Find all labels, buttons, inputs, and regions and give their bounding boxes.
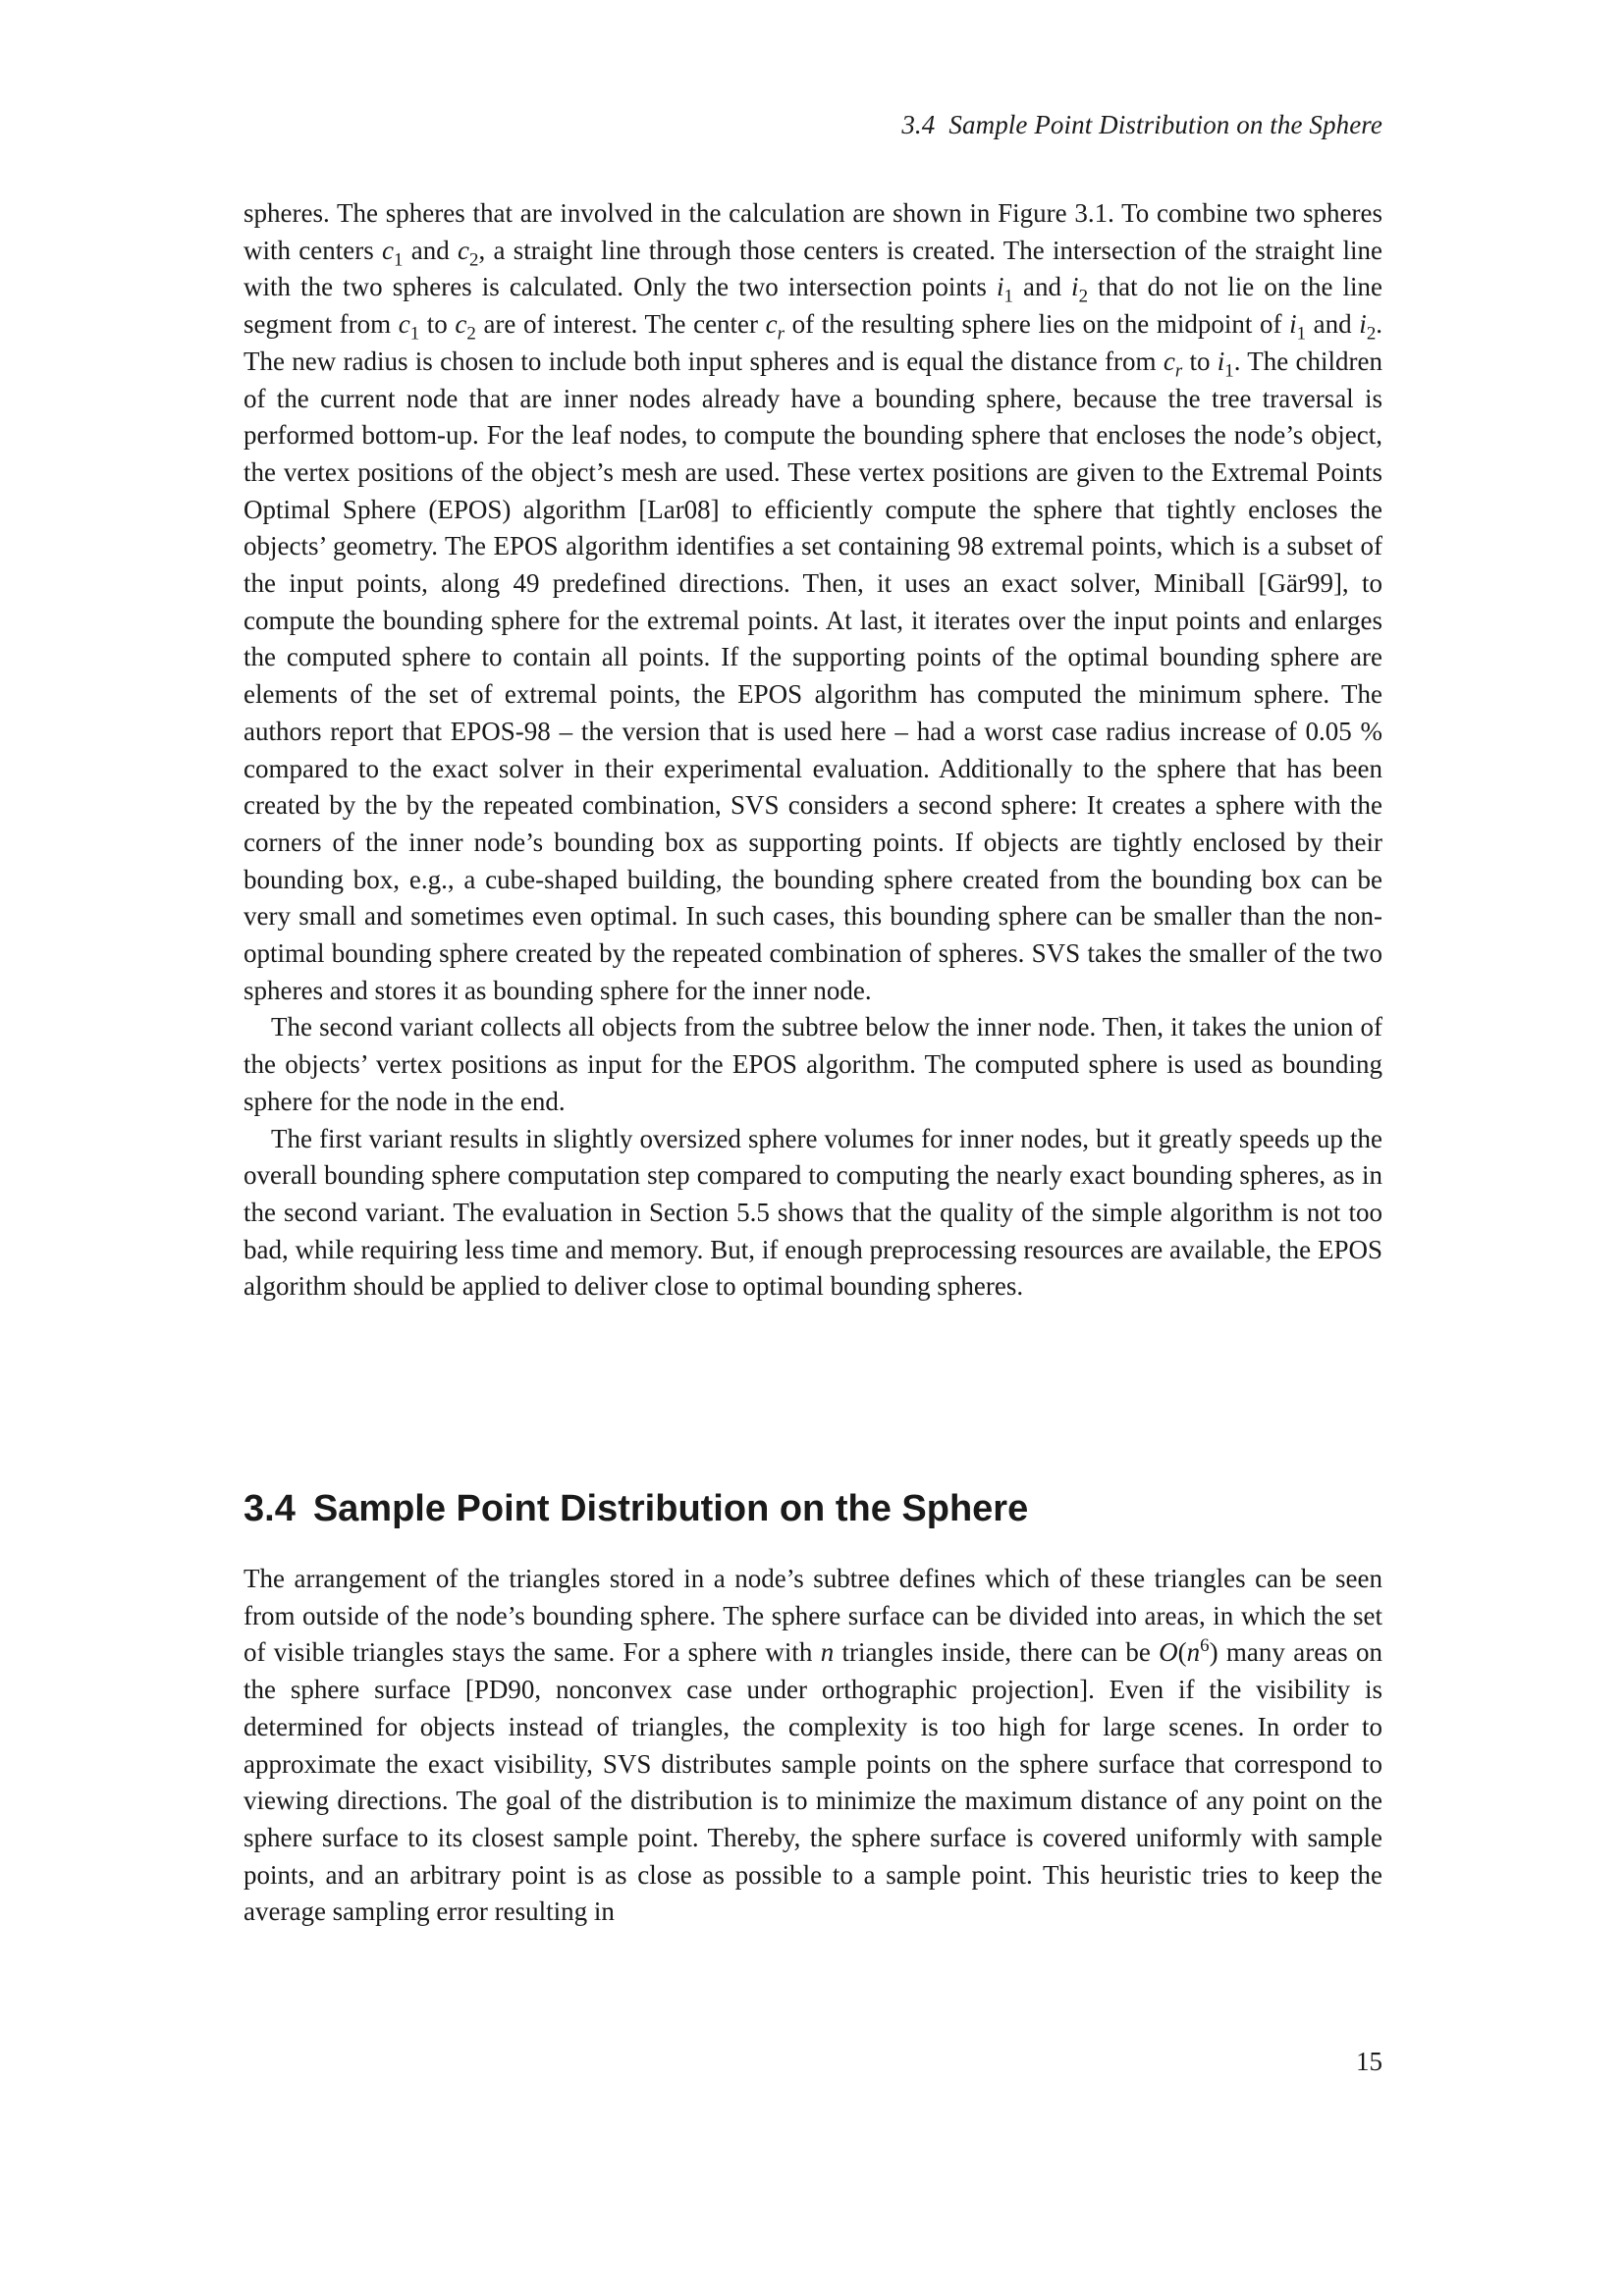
- paragraph-sample-point-distribution: The arrangement of the triangles stored in a node’s subtree defines which of these triangles can be seen from outside of the node’s bounding sphere. The sphere surface can be divided into areas, in which the set of visible triangles stays the same. For a sphere with n triangles inside, there can be $O(n^6)$ many areas on the sphere surface [PD90, nonconvex case under orthographic projection]. Even if the visibility is determined for objects instead of triangles, the complexity is too high for large scenes. In order to approximate the exact visibility, SVS distributes sample points on the sphere surface that correspond to viewing directions. The goal of the distribution is to minimize the maximum distance of any point on the sphere surface to its closest sample point. Thereby, the sphere surface is covered uniformly with sample points, and an arbitrary point is as close as possible to a sample point. This heuristic tries to keep the average sampling error resulting in: [244, 1564, 1382, 1927]
- running-header-section-number: 3.4: [901, 110, 936, 139]
- body-text-before-heading: [244, 195, 1382, 1306]
- page-number: 15: [1356, 2047, 1382, 2076]
- body-text-after-heading: [244, 1561, 1382, 1931]
- running-header: [901, 110, 1382, 140]
- running-header-section-title: Sample Point Distribution on the Sphere: [948, 110, 1382, 139]
- paragraph-variant-comparison: The first variant results in slightly oversized sphere volumes for inner nodes, but it greatly speeds up the overall bounding sphere computation step compared to computing the nearly exact bounding spheres, as in the second variant. The evaluation in Section 5.5 shows that the quality of the simple algorithm is not too bad, while requiring less time and memory. But, if enough preprocessing resources are available, the EPOS algorithm should be applied to deliver close to optimal bounding spheres.: [244, 1123, 1382, 1302]
- section-title: Sample Point Distribution on the Sphere: [312, 1488, 1029, 1529]
- paragraph-bounding-sphere-combination: spheres. The spheres that are involved in the calculation are shown in Figure 3.1. To combine two spheres with centers $c_1$ and $c_2$, a straight line through those centers is created. The intersection of the straight line with the two spheres is calculated. Only the two intersection points $i_1$ and $i_2$ that do not lie on the line segment from $c_1$ to $c_2$ are of interest. The center $c_r$ of the resulting sphere lies on the midpoint of $i_1$ and $i_2$. The new radius is chosen to include both input spheres and is equal the distance from $c_r$ to $i_1$. The children of the current node that are inner nodes already have a bounding sphere, because the tree traversal is performed bottom-up. For the leaf nodes, to compute the bounding sphere that encloses the node’s object, the vertex positions of the object’s mesh are used. These vertex positions are given to the Extremal Points Optimal Sphere (EPOS) algorithm [Lar08] to efficiently compute the sphere that tightly encloses the objects’ geometry. The EPOS algorithm identifies a set containing 98 extremal points, which is a subset of the input points, along 49 predefined directions. Then, it uses an exact solver, Miniball [Gär99], to compute the bounding sphere for the extremal points. At last, it iterates over the input points and enlarges the computed sphere to contain all points. If the supporting points of the optimal bounding sphere are elements of the set of extremal points, the EPOS algorithm has computed the minimum sphere. The authors report that EPOS-98 – the version that is used here – had a worst case radius increase of 0.05 % compared to the exact solver in their experimental evaluation. Additionally to the sphere that has been created by the by the repeated combination, SVS considers a second sphere: It creates a sphere with the corners of the inner node’s bounding box as supporting points. If objects are tightly enclosed by their bounding box, e.g., a cube-shaped building, the bounding sphere created from the bounding box can be very small and sometimes even optimal. In such cases, this bounding sphere can be smaller than the non-optimal bounding sphere created by the repeated combination of spheres. SVS takes the smaller of the two spheres and stores it as bounding sphere for the inner node.: [244, 198, 1383, 1005]
- paragraph-second-variant: The second variant collects all objects from the subtree below the inner node. Then, it takes the union of the objects’ vertex positions as input for the EPOS algorithm. The computed sphere is used as bounding sphere for the node in the end.: [244, 1012, 1382, 1116]
- section-heading: [244, 1488, 1028, 1530]
- section-number: 3.4: [244, 1488, 296, 1529]
